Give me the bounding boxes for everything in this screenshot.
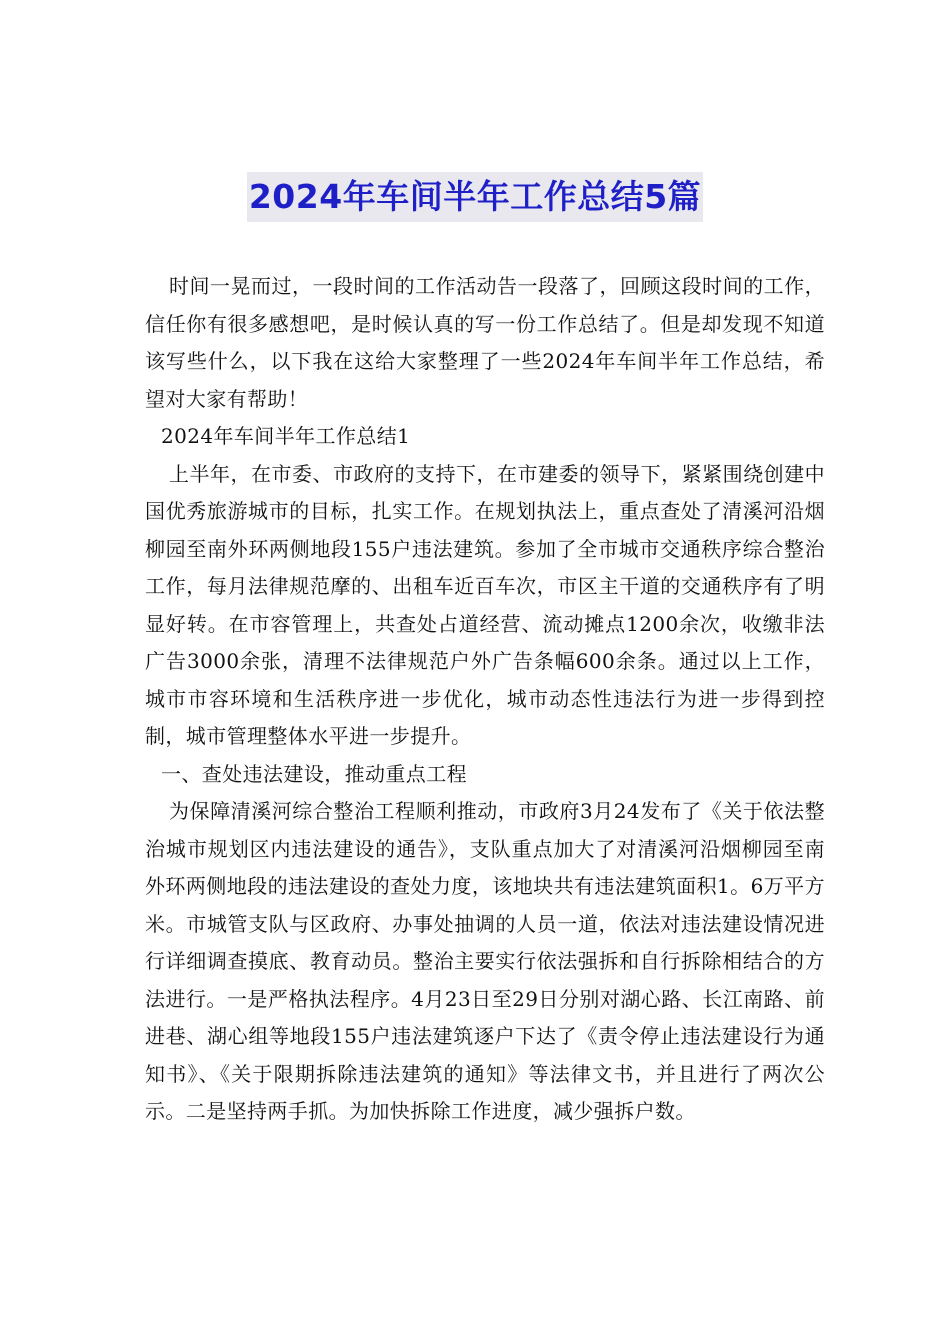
body-paragraph: 为保障清溪河综合整治工程顺利推动，市政府3月24发布了《关于依法整治城市规划区内违法建设的通告》，支队重点加大了对清溪河沿烟柳园至南外环两侧地段的违法建设的查处力度，该地块共有违法建筑面积1。6万平方米。市城管支队与区政府、办事处抽调的人员一道，依法对违法建设情况进行详细调查摸底、教育动员。整治主要实行依法强拆和自行拆除相结合的方法进行。一是严格执法程序。4月23日至29日分别对湖心路、长江南路、前进巷、湖心组等地段155户违法建筑逐户下达了《责令停止违法建设行为通知书》、《关于限期拆除违法建筑的通知》等法律文书，并且进行了两次公示。二是坚持两手抓。为加快拆除工作进度，减少强拆户数。: [145, 799, 825, 1123]
body-paragraph: 上半年，在市委、市政府的支持下，在市建委的领导下，紧紧围绕创建中国优秀旅游城市的目标，扎实工作。在规划执法上，重点查处了清溪河沿烟柳园至南外环两侧地段155户违法建筑。参加了全市城市交通秩序综合整治工作，每月法律规范摩的、出租车近百车次，市区主干道的交通秩序有了明显好转。在市容管理上，共查处占道经营、流动摊点1200余次，收缴非法广告3000余张，清理不法律规范户外广告条幅600余条。通过以上工作，城市市容环境和生活秩序进一步优化，城市动态性违法行为进一步得到控制，城市管理整体水平进一步提升。: [145, 461, 825, 748]
document-body: [145, 268, 825, 1131]
subsection-heading: 一、查处违法建设，推动重点工程: [161, 761, 467, 786]
section-heading: 2024年车间半年工作总结1: [161, 424, 411, 448]
title-container: [0, 172, 950, 222]
document-title: 2024年车间半年工作总结5篇: [247, 172, 703, 222]
intro-paragraph: 时间一晃而过，一段时间的工作活动告一段落了，回顾这段时间的工作，信任你有很多感想吧，是时候认真的写一份工作总结了。但是却发现不知道该写些什么，以下我在这给大家整理了一些2024年车间半年工作总结，希望对大家有帮助！: [145, 274, 825, 411]
